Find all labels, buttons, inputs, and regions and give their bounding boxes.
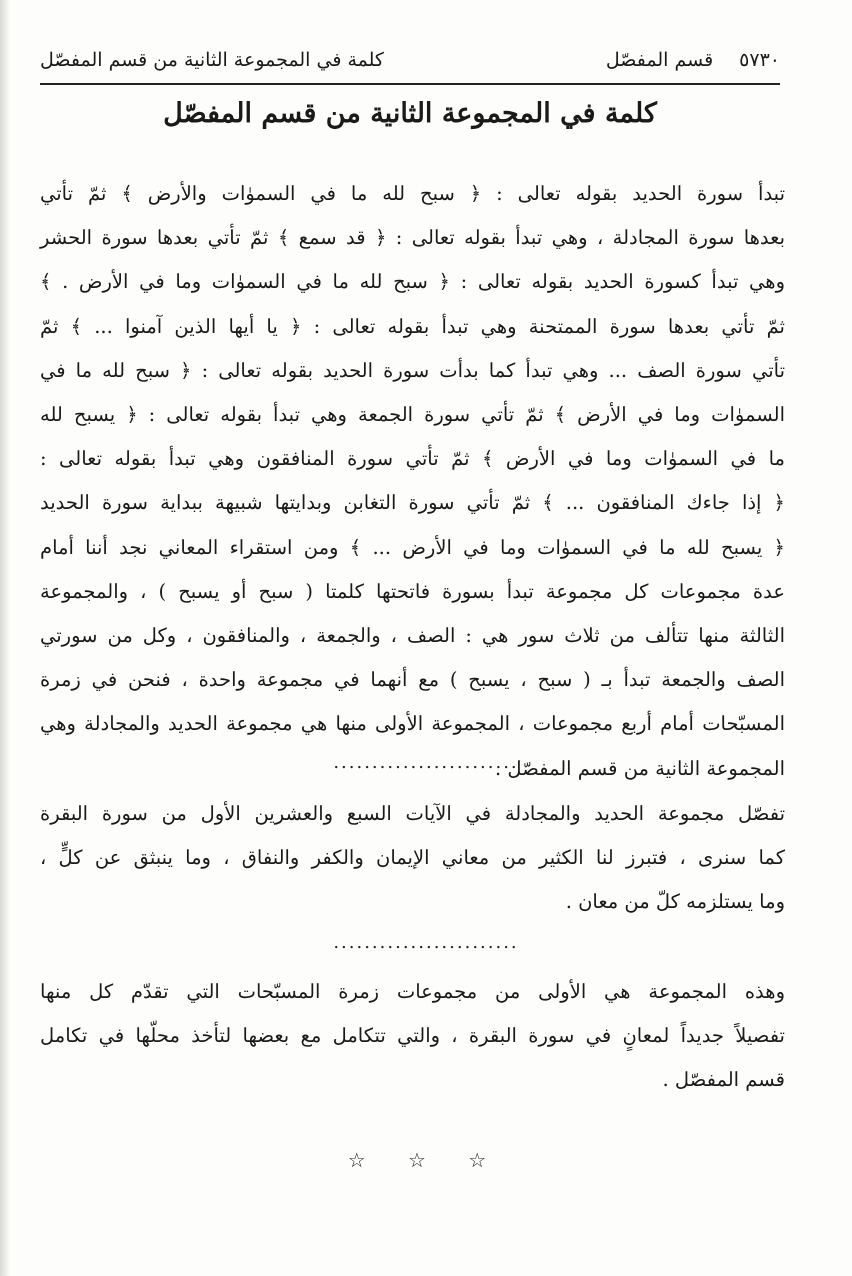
text-line: وهذه المجموعة هي الأولى من مجموعات زمرة المسبّحات التي تقدّم كل منها [40, 980, 785, 1003]
header-right [606, 49, 780, 71]
section-separator: ........................ [333, 932, 519, 953]
end-stars: ☆ ☆ ☆ [347, 1148, 505, 1172]
text-line: تأتي سورة الصف ... وهي تبدأ كما بدأت سورة الحديد بقوله تعالى : ﴿ سبح لله ما في [40, 358, 785, 382]
text-line: ثمّ تأتي بعدها سورة الممتحنة وهي تبدأ بقوله تعالى : ﴿ يا أيها الذين آمنوا ... ﴾ ثمّ [40, 314, 785, 338]
text-line: وهي تبدأ كسورة الحديد بقوله تعالى : ﴿ سبح لله ما في السموٰات وما في الأرض . ﴾ [40, 270, 785, 294]
text-line: قسم المفصّل . [662, 1068, 785, 1091]
chapter-title-running: كلمة في المجموعة الثانية من قسم المفصّل [40, 49, 384, 71]
running-header [40, 38, 780, 82]
text-line: تبدأ سورة الحديد بقوله تعالى : ﴿ سبح لله ما في السموٰات والأرض ﴾ ثمّ تأتي [40, 182, 785, 205]
header-rule [40, 83, 780, 85]
paragraph-conclusion [40, 970, 785, 1102]
page-number: ٥٧٣٠ [739, 49, 780, 71]
text-line: ﴿ إذا جاءك المنافقون ... ﴾ ثمّ تأتي سورة التغابن وبدايتها شبيهة ببداية سورة الحديد [40, 491, 785, 515]
page-title: كلمة في المجموعة الثانية من قسم المفصّل [163, 98, 657, 129]
text-line: المسبّحات أمام أربع مجموعات ، المجموعة الأولى منها هي مجموعة الحديد والمجادلة وهي [40, 712, 785, 736]
book-section: قسم المفصّل [605, 49, 714, 71]
text-line: كما سنرى ، فتبرز لنا الكثير من معاني الإيمان والكفر والنفاق ، وما ينبثق عن كلٍّ ، [40, 846, 785, 869]
paragraph-intro [40, 172, 785, 791]
text-line: عدة مجموعات كل مجموعة تبدأ بسورة فاتحتها كلمتا ( سبح أو يسبح ) ، والمجموعة [40, 579, 785, 603]
text-line: الثالثة منها تتألف من ثلاث سور هي : الصف ، والجمعة ، والمنافقون ، وكل من سورتي [40, 624, 785, 648]
page-edge [0, 0, 10, 1276]
paragraph-detail [40, 792, 785, 924]
text-line: ﴿ يسبح لله ما في السموٰات وما في الأرض ... ﴾ ومن استقراء المعاني نجد أننا أمام [40, 535, 785, 559]
text-line: السموٰات وما في الأرض ﴾ ثمّ تأتي سورة الجمعة وهي تبدأ بقوله تعالى : ﴿ يسبح لله [40, 403, 785, 427]
text-line: بعدها سورة المجادلة ، وهي تبدأ بقوله تعالى : ﴿ قد سمع ﴾ ثمّ تأتي بعدها سورة الحشر [40, 226, 785, 250]
text-line: وما يستلزمه كلّ من معان . [565, 890, 785, 913]
text-line: ما في السموٰات وما في الأرض ﴾ ثمّ تأتي سورة المنافقون وهي تبدأ بقوله تعالى : [40, 447, 785, 471]
text-line: تفصّل مجموعة الحديد والمجادلة في الآيات السبع والعشرين الأول من سورة البقرة [40, 802, 785, 825]
text-line: المجموعة الثانية من قسم المفصّل . [495, 756, 785, 780]
section-separator: ........................ [333, 752, 519, 773]
text-line: الصف والجمعة تبدأ بـ ( سبح ، يسبح ) مع أنهما في مجموعة واحدة ، فنحن في زمرة [40, 668, 785, 692]
text-line: تفصيلاً جديداً لمعانٍ في سورة البقرة ، والتي تتكامل مع بعضها لتأخذ محلّها في تكامل [40, 1024, 785, 1047]
